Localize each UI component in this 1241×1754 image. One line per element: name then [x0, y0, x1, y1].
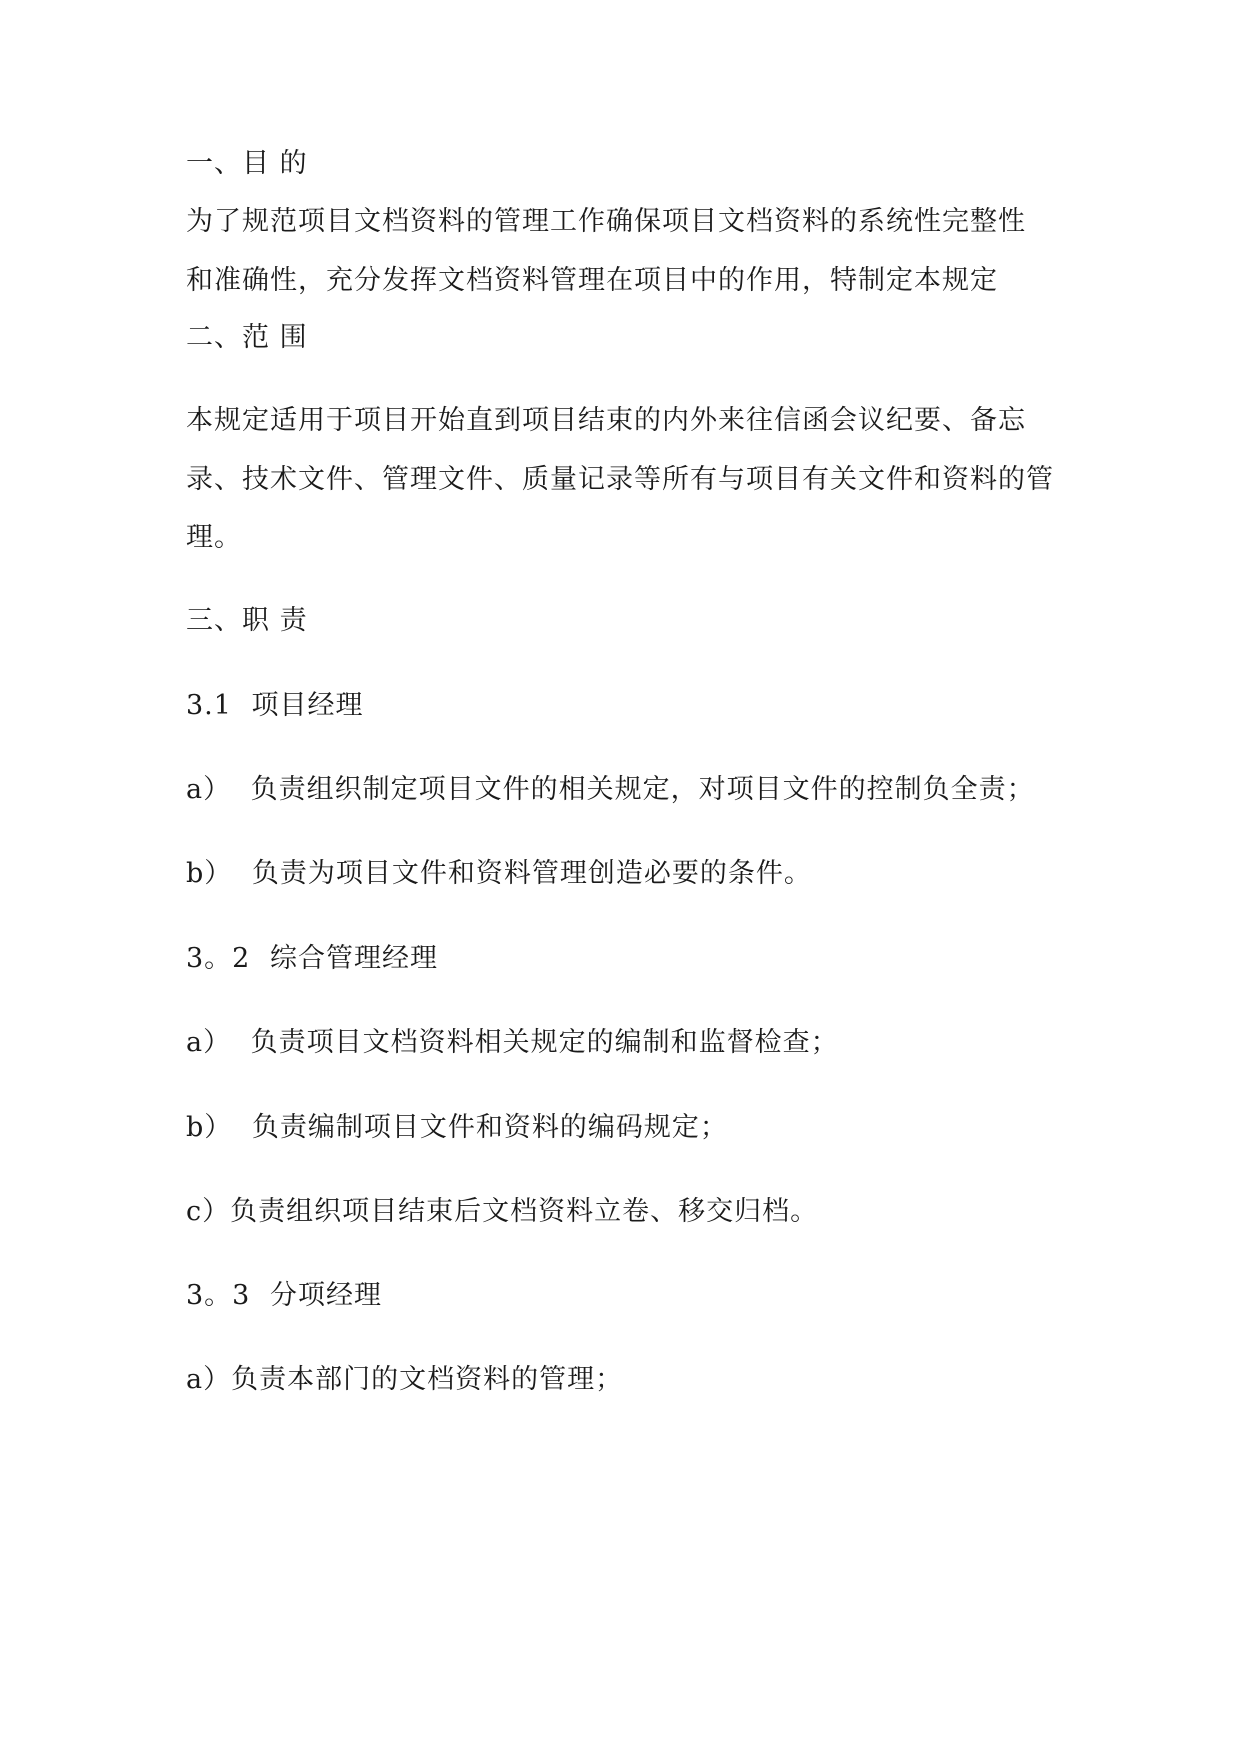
list-item-dm-a: a）负责本部门的文档资料的管理； — [186, 1364, 624, 1395]
purpose-paragraph-line-2: 和准确性，充分发挥文档资料管理在项目中的作用，特制定本规定 — [186, 265, 998, 296]
scope-paragraph-line-3: 理。 — [186, 522, 242, 553]
section-heading-purpose: 一、目 的 — [186, 148, 308, 179]
list-item-pm-b: b） 负责为项目文件和资料管理创造必要的条件。 — [186, 858, 812, 889]
list-item-gm-a: a） 负责项目文档资料相关规定的编制和监督检查； — [186, 1027, 839, 1058]
purpose-paragraph-line-1: 为了规范项目文档资料的管理工作确保项目文档资料的系统性完整性 — [186, 206, 1026, 237]
scope-paragraph-line-1: 本规定适用于项目开始直到项目结束的内外来往信函会议纪要、备忘 — [186, 405, 1026, 436]
list-item-gm-c: c）负责组织项目结束后文档资料立卷、移交归档。 — [186, 1196, 819, 1227]
section-heading-responsibilities: 三、职 责 — [186, 605, 308, 636]
list-item-pm-a: a） 负责组织制定项目文件的相关规定，对项目文件的控制负全责； — [186, 774, 1035, 805]
list-item-gm-b: b） 负责编制项目文件和资料的编码规定； — [186, 1112, 728, 1143]
scope-paragraph-line-2: 录、技术文件、管理文件、质量记录等所有与项目有关文件和资料的管 — [186, 464, 1054, 495]
subsection-title-project-manager: 3.1 项目经理 — [186, 690, 364, 721]
section-heading-scope: 二、范 围 — [186, 322, 308, 353]
subsection-title-division-manager: 3。3 分项经理 — [186, 1280, 382, 1311]
subsection-title-general-manager: 3。2 综合管理经理 — [186, 943, 438, 974]
